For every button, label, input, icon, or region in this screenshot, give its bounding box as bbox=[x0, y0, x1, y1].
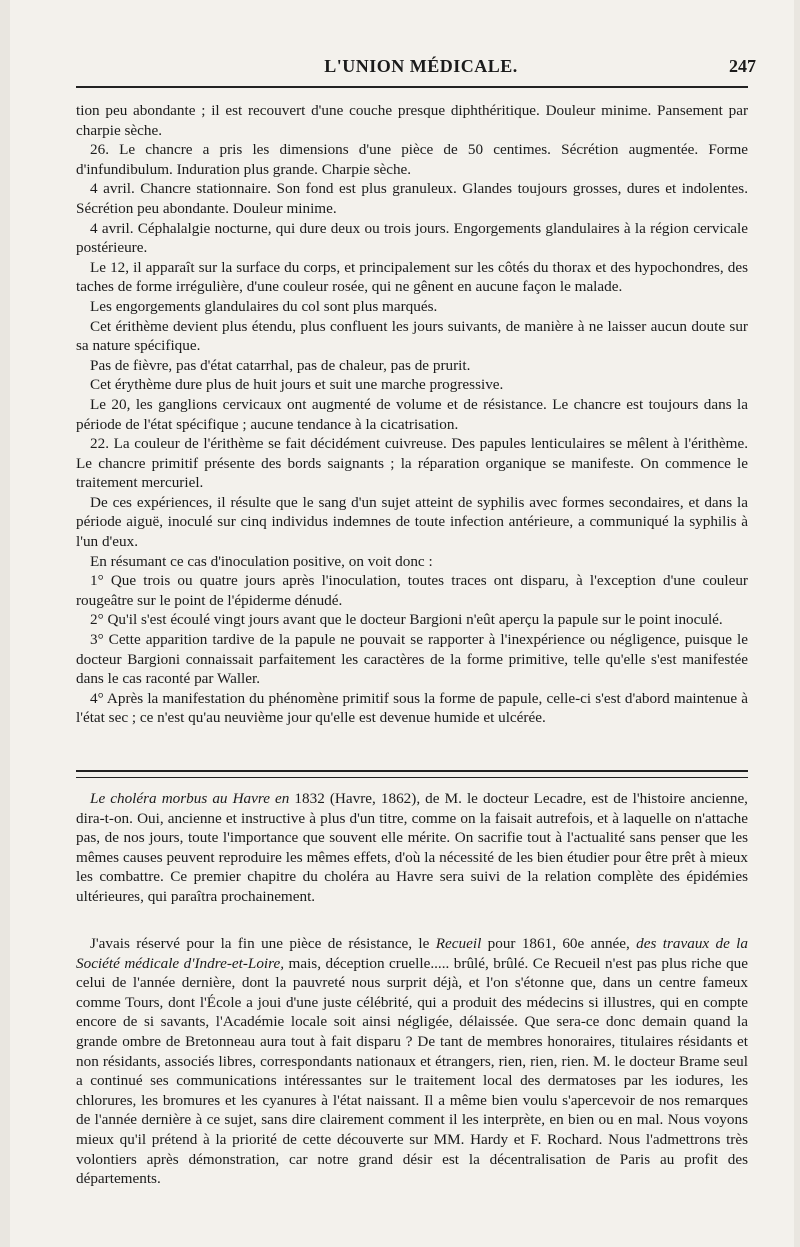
paragraph: En résumant ce cas d'inoculation positive, on voit donc : bbox=[90, 552, 433, 570]
paragraph: 4° Après la manifestation du phénomène primitif sous la forme de papule, celle-ci s'est d'abord maintenue à l'état sec ; ce n'est qu'au neuvième jour qu'elle est devenue humide et ulcérée. bbox=[76, 689, 748, 727]
paragraph-text: mais, déception cruelle..... brûlé, brûlé. Ce Recueil n'est pas plus riche que celui de l'année dernière, dont la pauvreté nous surprit déjà, et l'on s'étonne que, dans un centre fameux comme Tours, dont l'École a joui d'une juste célébrité, qui a produit des médecins si illustres, qui en compte encore de si savants, l'Académie locale soit ainsi négligée, délaissée. Que sera-ce donc demain quand la grande ombre de Bretonneau aura tout à fait disparu ? De tant de membres honoraires, titulaires résidants et non résidants, associés libres, correspondants nationaux et étrangers, rien, rien, rien. M. le docteur Brame seul a continué ses communications intéressantes sur le traitement local des dermatoses par les iodures, les chlorures, les bromures et les cyanures à l'état naissant. Il a même bien voulu s'apercevoir de nos remarques de l'année dernière à ce sujet, sans dire clairement comment il les interprète, en bien ou en mal. Nous voyons mieux qu'il prétend à la priorité de cette découverte sur MM. Hardy et F. Rochard. Nous l'admettrons très volontiers après démonstration, car notre grand désir est la décentralisation de Paris au profit des départements. bbox=[76, 954, 749, 1188]
paragraph-text: J'avais réservé pour la fin une pièce de résistance, le bbox=[90, 935, 436, 952]
paragraph: 22. La couleur de l'érithème se fait décidément cuivreuse. Des papules lenticulaires se mêlent à l'érithème. Le chancre primitif présente des bords saignants ; la réparation organique se manifeste. On commence le traitement mercuriel. bbox=[76, 435, 748, 492]
paragraph: Le 20, les ganglions cervicaux ont augmenté de volume et de résistance. Le chancre est toujours dans la période de l'état spécifique ; aucune tendance à la cicatrisation. bbox=[76, 395, 748, 433]
paragraph: 3° Cette apparition tardive de la papule ne pouvait se rapporter à l'inexpérience ou négligence, puisque le docteur Bargioni connaissait parfaitement les caractères de la forme primitive, telle qu'elle s'est manifestée dans le cas raconté par Waller. bbox=[76, 631, 748, 688]
paragraph: Cet érithème devient plus étendu, plus confluent les jours suivants, de manière à ne laisser aucun doute sur sa nature spécifique. bbox=[76, 317, 748, 355]
case-report-section bbox=[76, 101, 748, 728]
paragraph bbox=[76, 934, 748, 1189]
paragraph: Pas de fièvre, pas d'état catarrhal, pas de chaleur, pas de prurit. bbox=[90, 356, 471, 374]
paragraph: 4 avril. Chancre stationnaire. Son fond est plus granuleux. Glandes toujours grosses, dures et indolentes. Sécrétion peu abondante. Douleur minime. bbox=[76, 180, 748, 217]
paragraph: 2° Qu'il s'est écoulé vingt jours avant que le docteur Bargioni n'eût aperçu la papule sur le point inoculé. bbox=[90, 611, 723, 629]
paragraph: 1° Que trois ou quatre jours après l'inoculation, toutes traces ont disparu, à l'exception d'une couleur rougeâtre sur le point de l'épiderme dénudé. bbox=[76, 572, 748, 609]
paragraph: Le 12, il apparaît sur la surface du corps, et principalement sur les côtés du thorax et des hypochondres, des taches de forme irrégulière, d'une couleur rosée, qui ne gênent en aucune façon le malade. bbox=[76, 258, 748, 296]
paragraph: 26. Le chancre a pris les dimensions d'une pièce de 50 centimes. Sécrétion augmentée. Forme d'infundibulum. Induration plus grande. Charpie sèche. bbox=[76, 141, 748, 178]
paragraph: Les engorgements glandulaires du col sont plus marqués. bbox=[90, 297, 438, 315]
paragraph: tion peu abondante ; il est recouvert d'une couche presque diphthéritique. Douleur minime. Pansement par charpie sèche. bbox=[76, 102, 748, 139]
paragraph: 4 avril. Céphalalgie nocturne, qui dure deux ou trois jours. Engorgements glandulaires à la région cervicale postérieure. bbox=[76, 219, 748, 257]
journal-title: L'UNION MÉDICALE. bbox=[324, 56, 518, 76]
paragraph-text: pour 1861, 60e année, bbox=[481, 935, 637, 952]
publication-title: Recueil bbox=[435, 935, 482, 952]
society-title: des travaux de la Société médicale d'Indre-et-Loire, bbox=[76, 935, 748, 972]
section-divider bbox=[76, 770, 748, 778]
paragraph bbox=[76, 789, 748, 907]
page-number: 247 bbox=[729, 56, 756, 76]
book-title: Le choléra morbus au Havre en bbox=[90, 790, 290, 807]
header-rule bbox=[76, 86, 748, 88]
paragraph-text: 1832 (Havre, 1862), de M. le docteur Lecadre, est de l'histoire ancienne, dira-t-on. Oui, ancienne et instructive à plus d'un titre, comme on la faisait autrefois, et à laquelle on n'attache pas, de nos jours, toute l'importance que souvent elle mérite. On sacrifie tout à l'actualité sans penser que les mêmes causes peuvent reproduire les mêmes effets, d'où la nécessité de les bien étudier pour être prêt à mieux les combattre. Ce premier chapitre du choléra au Havre sera suivi de la relation complète des épidémies ultérieures, qui paraîtra prochainement. bbox=[76, 790, 748, 905]
recueil-review-section bbox=[76, 934, 748, 1189]
cholera-review-section bbox=[76, 789, 748, 907]
paragraph: De ces expériences, il résulte que le sang d'un sujet atteint de syphilis avec formes secondaires, et dans la période aiguë, inoculé sur cinq individus indemnes de toute infection antérieure, a communiqué la syphilis à l'un d'eux. bbox=[76, 493, 748, 551]
page-header bbox=[86, 52, 756, 82]
paragraph: Cet érythème dure plus de huit jours et suit une marche progressive. bbox=[90, 376, 504, 394]
